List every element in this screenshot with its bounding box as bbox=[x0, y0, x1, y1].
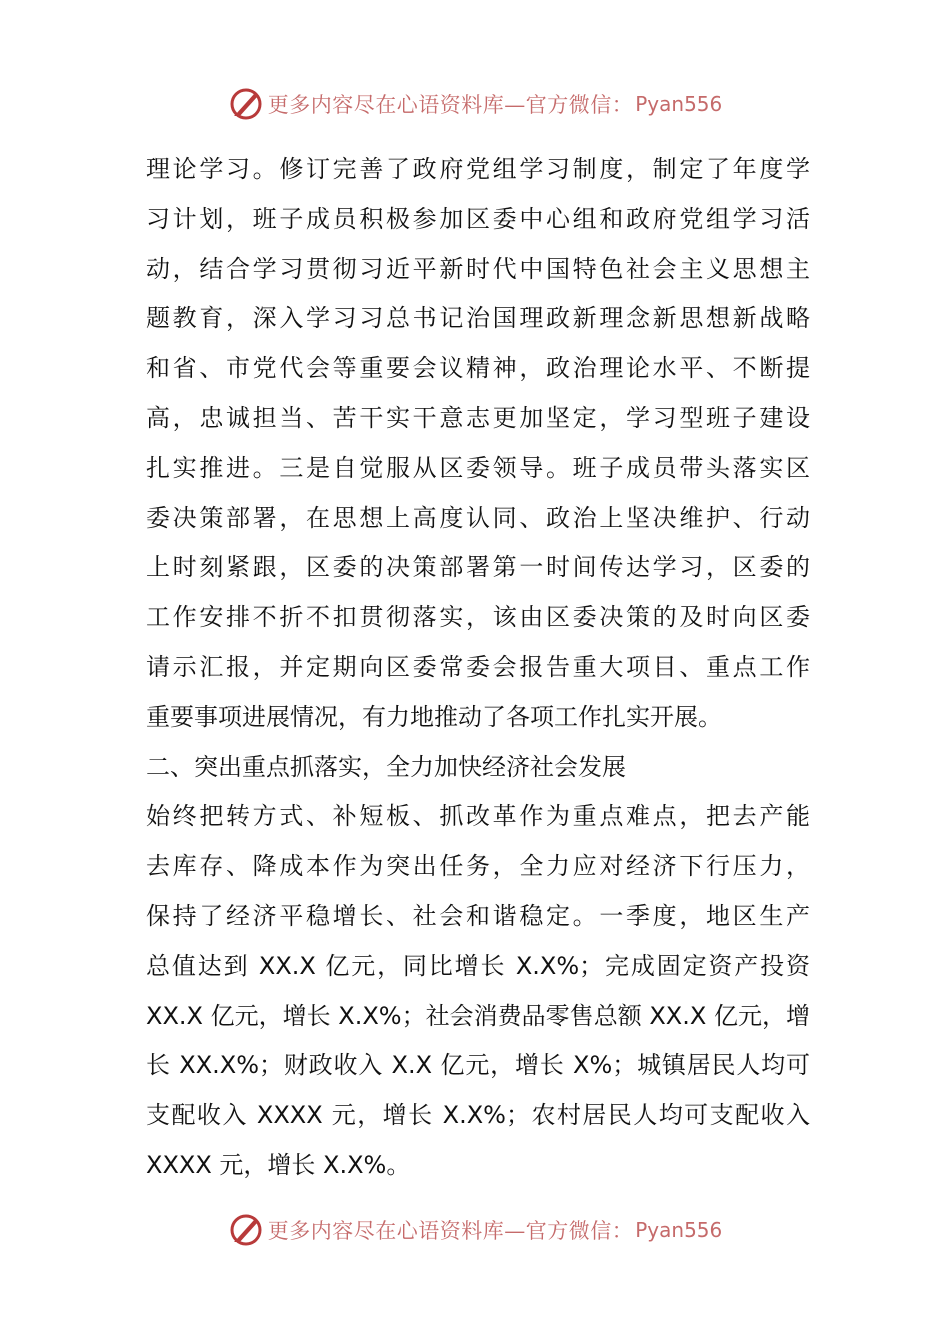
section-heading: 二、突出重点抓落实，全力加快经济社会发展 bbox=[146, 752, 626, 781]
text-line: 题教育，深入学习习总书记治国理政新理念新思想新战略 bbox=[146, 304, 810, 333]
text-line: 保持了经济平稳增长、社会和谐稳定。一季度，地区生产 bbox=[146, 901, 810, 930]
banner-text: 更多内容尽在心语资料库—官方微信： bbox=[267, 93, 634, 117]
text-line: 和省、市党代会等重要会议精神，政治理论水平、不断提 bbox=[146, 354, 810, 383]
pen-seal-icon bbox=[228, 86, 264, 122]
text-line: 总值达到 XX.X 亿元，同比增长 X.X%；完成固定资产投资 bbox=[146, 951, 810, 980]
text-line: 动，结合学习贯彻习近平新时代中国特色社会主义思想主 bbox=[146, 254, 810, 283]
text-line: 高，忠诚担当、苦干实干意志更加坚定，学习型班子建设 bbox=[146, 403, 810, 432]
footer-watermark-banner bbox=[0, 1208, 950, 1252]
banner-wechat-id: Pyan556 bbox=[635, 92, 723, 116]
text-line: 习计划，班子成员积极参加区委中心组和政府党组学习活 bbox=[146, 204, 810, 233]
pen-seal-icon bbox=[228, 1212, 264, 1248]
text-line: 请示汇报，并定期向区委常委会报告重大项目、重点工作 bbox=[146, 652, 810, 681]
document-body bbox=[146, 145, 810, 1191]
text-line: XX.X 亿元，增长 X.X%；社会消费品零售总额 XX.X 亿元，增 bbox=[146, 1001, 810, 1030]
text-line: 上时刻紧跟，区委的决策部署第一时间传达学习，区委的 bbox=[146, 553, 810, 582]
text-line: 长 XX.X%；财政收入 X.X 亿元，增长 X%；城镇居民人均可 bbox=[146, 1051, 810, 1080]
text-line: 支配收入 XXXX 元，增长 X.X%；农村居民人均可支配收入 bbox=[146, 1101, 810, 1130]
banner-text: 更多内容尽在心语资料库—官方微信： bbox=[267, 1219, 634, 1243]
text-line: 始终把转方式、补短板、抓改革作为重点难点，把去产能 bbox=[146, 802, 810, 831]
text-line: 理论学习。修订完善了政府党组学习制度，制定了年度学 bbox=[146, 155, 810, 183]
header-watermark-banner bbox=[0, 82, 950, 126]
text-line: 委决策部署，在思想上高度认同、政治上坚决维护、行动 bbox=[146, 503, 810, 532]
text-line: 扎实推进。三是自觉服从区委领导。班子成员带头落实区 bbox=[146, 453, 810, 482]
text-line: 重要事项进展情况，有力地推动了各项工作扎实开展。 bbox=[146, 702, 722, 731]
text-line: 工作安排不折不扣贯彻落实，该由区委决策的及时向区委 bbox=[146, 603, 810, 632]
banner-wechat-id: Pyan556 bbox=[635, 1218, 723, 1242]
text-line: 去库存、降成本作为突出任务，全力应对经济下行压力， bbox=[146, 852, 810, 881]
text-line: XXXX 元，增长 X.X%。 bbox=[146, 1150, 411, 1179]
